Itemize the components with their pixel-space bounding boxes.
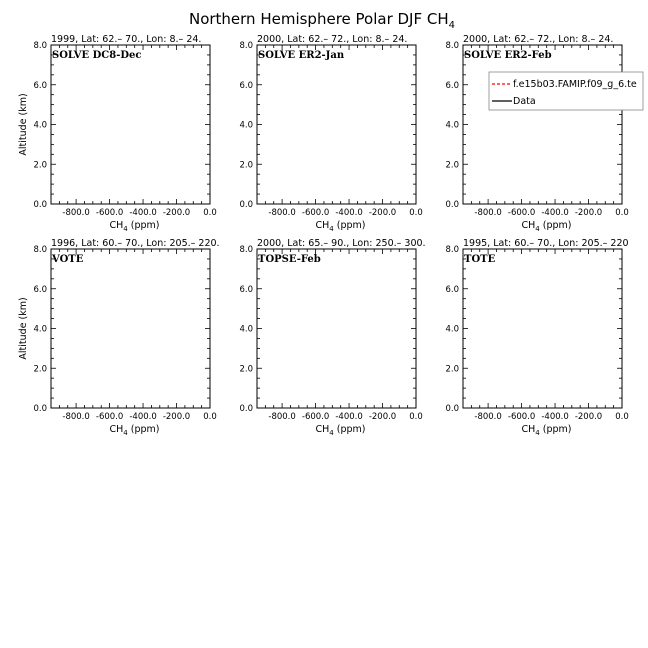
y-tick-label: 6.0: [33, 284, 47, 295]
panel-header: 2000, Lat: 62.– 72., Lon: 8.– 24.: [463, 34, 614, 45]
y-tick-label: 8.0: [239, 41, 253, 51]
figure-title: [189, 10, 455, 31]
legend-label-1: f.e15b03.FAMIP.f09_g_6.te: [513, 79, 637, 90]
panel-header: 1996, Lat: 60.– 70., Lon: 205.– 220.: [51, 238, 220, 249]
y-tick-label: 6.0: [239, 80, 253, 91]
y-tick-label: 0.0: [33, 200, 47, 210]
y-tick-label: 4.0: [33, 120, 47, 131]
y-tick-label: 8.0: [445, 245, 459, 255]
y-tick-label: 6.0: [445, 80, 459, 91]
plot-frame: [51, 249, 210, 408]
y-tick-label: 2.0: [239, 364, 253, 375]
x-axis-label-subscript: 4: [123, 429, 128, 437]
x-tick-label: -800.0: [474, 412, 502, 422]
x-axis-label-subscript: 4: [123, 225, 128, 233]
x-tick-label: -200.0: [162, 208, 191, 218]
y-tick-label: 4.0: [239, 120, 253, 131]
panel-header: 1999, Lat: 62.– 70., Lon: 8.– 24.: [51, 34, 202, 45]
y-tick-label: 2.0: [33, 364, 47, 375]
y-tick-label: 8.0: [239, 245, 253, 255]
campaign-label: VOTE: [52, 254, 84, 265]
plot-frame: [257, 45, 416, 204]
x-tick-label: -400.0: [335, 208, 363, 218]
x-axis-label: [316, 220, 366, 233]
x-tick-label: -400.0: [541, 412, 569, 422]
x-tick-label: -800.0: [268, 208, 296, 218]
x-tick-label: -600.0: [301, 208, 330, 218]
y-tick-label: 2.0: [445, 364, 459, 375]
x-axis-label-unit: (ppm): [333, 424, 366, 435]
x-axis-label-unit: (ppm): [127, 424, 160, 435]
x-tick-label: -800.0: [268, 412, 296, 422]
y-axis-label: Altitude (km): [18, 297, 29, 360]
figure-title-main: Northern Hemisphere Polar DJF CH: [188, 10, 449, 28]
campaign-label: SOLVE ER2-Jan: [258, 50, 345, 61]
panel-1: [18, 34, 217, 233]
x-tick-label: 0.0: [409, 208, 423, 218]
x-tick-label: 0.0: [203, 412, 217, 422]
x-tick-label: 0.0: [409, 412, 423, 422]
x-axis-label-unit: (ppm): [333, 220, 366, 231]
panel-6: [445, 238, 628, 437]
x-axis-label-main: CH: [315, 220, 330, 231]
x-tick-label: -600.0: [95, 412, 124, 422]
x-axis-label-main: CH: [109, 220, 124, 231]
y-tick-label: 2.0: [33, 160, 47, 171]
x-tick-label: 0.0: [615, 412, 629, 422]
y-tick-label: 4.0: [445, 324, 459, 335]
y-tick-label: 4.0: [33, 324, 47, 335]
x-tick-label: -600.0: [507, 208, 536, 218]
y-tick-label: 6.0: [239, 284, 253, 295]
panels: [18, 34, 643, 437]
x-tick-label: -200.0: [574, 412, 603, 422]
x-tick-label: -800.0: [62, 208, 90, 218]
x-axis-label: [316, 424, 366, 437]
x-axis-label-unit: (ppm): [539, 424, 572, 435]
x-tick-label: -800.0: [474, 208, 502, 218]
y-tick-label: 4.0: [239, 324, 253, 335]
y-tick-label: 0.0: [445, 200, 459, 210]
campaign-label: TOTE: [464, 254, 496, 265]
x-tick-label: -600.0: [507, 412, 536, 422]
x-tick-label: -400.0: [129, 208, 157, 218]
x-tick-label: -200.0: [162, 412, 191, 422]
x-tick-label: 0.0: [615, 208, 629, 218]
y-tick-label: 0.0: [33, 404, 47, 414]
x-axis-label-subscript: 4: [535, 225, 540, 233]
legend-label-2: Data: [513, 96, 536, 107]
x-axis-label: [110, 424, 160, 437]
x-tick-label: 0.0: [203, 208, 217, 218]
y-tick-label: 4.0: [445, 120, 459, 131]
x-tick-label: -200.0: [574, 208, 603, 218]
x-axis-label-main: CH: [521, 220, 536, 231]
campaign-label: SOLVE ER2-Feb: [464, 50, 552, 61]
y-tick-label: 8.0: [445, 41, 459, 51]
panel-3: [445, 34, 643, 233]
y-tick-label: 0.0: [239, 200, 253, 210]
y-axis-label: Altitude (km): [18, 93, 29, 156]
x-tick-label: -400.0: [129, 412, 157, 422]
x-axis-label: [522, 220, 572, 233]
x-axis-label-main: CH: [109, 424, 124, 435]
x-tick-label: -400.0: [335, 412, 363, 422]
x-tick-label: -800.0: [62, 412, 90, 422]
panel-5: [239, 238, 425, 437]
x-axis-label-subscript: 4: [329, 429, 334, 437]
plot-frame: [51, 45, 210, 204]
x-tick-label: -200.0: [368, 412, 397, 422]
x-axis-label: [522, 424, 572, 437]
x-axis-label-unit: (ppm): [539, 220, 572, 231]
x-axis-label-main: CH: [521, 424, 536, 435]
x-axis-label-main: CH: [315, 424, 330, 435]
x-tick-label: -600.0: [95, 208, 124, 218]
legend: [489, 72, 643, 110]
campaign-label: SOLVE DC8-Dec: [52, 50, 142, 61]
plot-frame: [463, 249, 622, 408]
panel-header: 2000, Lat: 62.– 72., Lon: 8.– 24.: [257, 34, 408, 45]
panel-header: 1995, Lat: 60.– 70., Lon: 205.– 220: [463, 238, 629, 249]
panel-header: 2000, Lat: 65.– 90., Lon: 250.– 300.: [257, 238, 426, 249]
y-tick-label: 0.0: [239, 404, 253, 414]
plot-frame: [463, 45, 622, 204]
x-axis-label-subscript: 4: [329, 225, 334, 233]
x-tick-label: -400.0: [541, 208, 569, 218]
x-tick-label: -600.0: [301, 412, 330, 422]
x-tick-label: -200.0: [368, 208, 397, 218]
x-axis-label: [110, 220, 160, 233]
y-tick-label: 2.0: [239, 160, 253, 171]
y-tick-label: 0.0: [445, 404, 459, 414]
x-axis-label-subscript: 4: [535, 429, 540, 437]
plot-frame: [257, 249, 416, 408]
x-axis-label-unit: (ppm): [127, 220, 160, 231]
panel-4: [18, 238, 220, 437]
y-tick-label: 6.0: [445, 284, 459, 295]
figure-title-subscript: 4: [448, 20, 456, 31]
y-tick-label: 6.0: [33, 80, 47, 91]
campaign-label: TOPSE-Feb: [258, 254, 321, 265]
y-tick-label: 8.0: [33, 245, 47, 255]
panel-2: [239, 34, 422, 233]
y-tick-label: 2.0: [445, 160, 459, 171]
y-tick-label: 8.0: [33, 41, 47, 51]
